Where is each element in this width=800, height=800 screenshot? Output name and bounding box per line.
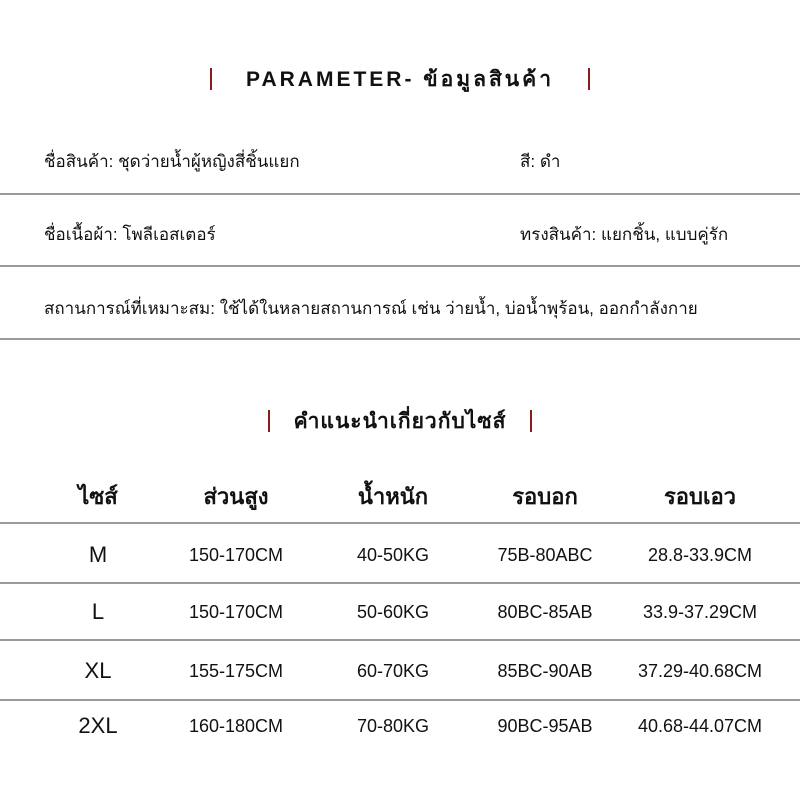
- parameter-section-title: [0, 64, 800, 94]
- divider-line: [0, 338, 800, 340]
- fabric-name-text: ชื่อเนื้อผ้า: โพลีเอสเตอร์: [44, 225, 216, 244]
- divider-line: [0, 639, 800, 641]
- occasion-text: สถานการณ์ที่เหมาะสม: ใช้ได้ในหลายสถานการณ์ เช่น ว่ายน้ำ, บ่อน้ำพุร้อน, ออกกำลังกาย: [44, 299, 698, 318]
- divider-line: [0, 699, 800, 701]
- size-cell: M: [88, 542, 108, 567]
- header-waist: รอบเอว: [663, 484, 737, 509]
- header-size: ไซส์: [78, 484, 118, 509]
- weight-cell: 60-70KG: [356, 661, 430, 681]
- title-accent-bar-right: [588, 68, 590, 90]
- divider-line: [0, 265, 800, 267]
- bust-cell: 85BC-90AB: [497, 661, 593, 681]
- waist-cell: 37.29-40.68CM: [637, 661, 763, 681]
- height-cell: 150-170CM: [188, 602, 284, 622]
- divider-line: [0, 582, 800, 584]
- product-style-text: ทรงสินค้า: แยกชิ้น, แบบคู่รัก: [520, 225, 729, 244]
- bust-cell: 80BC-85AB: [497, 602, 593, 622]
- parameter-title-text: PARAMETER- ข้อมูลสินค้า: [246, 67, 554, 91]
- size-cell: 2XL: [78, 713, 118, 738]
- weight-cell: 40-50KG: [356, 545, 430, 565]
- height-cell: 150-170CM: [188, 545, 284, 565]
- product-color-text: สี: ดำ: [520, 152, 561, 171]
- title-accent-bar-left: [210, 68, 212, 90]
- size-cell: L: [91, 599, 105, 624]
- header-height: ส่วนสูง: [203, 484, 269, 509]
- weight-cell: 50-60KG: [356, 602, 430, 622]
- title-accent-bar-right: [530, 410, 532, 432]
- waist-cell: 33.9-37.29CM: [642, 602, 758, 622]
- title-accent-bar-left: [268, 410, 270, 432]
- height-cell: 155-175CM: [188, 661, 284, 681]
- divider-line: [0, 193, 800, 195]
- header-bust: รอบอก: [512, 484, 578, 509]
- size-cell: XL: [84, 658, 112, 683]
- height-cell: 160-180CM: [188, 716, 284, 736]
- bust-cell: 75B-80ABC: [497, 545, 593, 565]
- size-guide-section-title: [0, 406, 800, 436]
- waist-cell: 40.68-44.07CM: [637, 716, 763, 736]
- bust-cell: 90BC-95AB: [497, 716, 593, 736]
- size-guide-title-text: คำแนะนำเกี่ยวกับไซส์: [293, 409, 507, 433]
- header-weight: น้ำหนัก: [357, 484, 429, 509]
- waist-cell: 28.8-33.9CM: [647, 545, 753, 565]
- divider-line: [0, 522, 800, 524]
- product-name-text: ชื่อสินค้า: ชุดว่ายน้ำผู้หญิงสี่ชิ้นแยก: [44, 152, 300, 171]
- weight-cell: 70-80KG: [356, 716, 430, 736]
